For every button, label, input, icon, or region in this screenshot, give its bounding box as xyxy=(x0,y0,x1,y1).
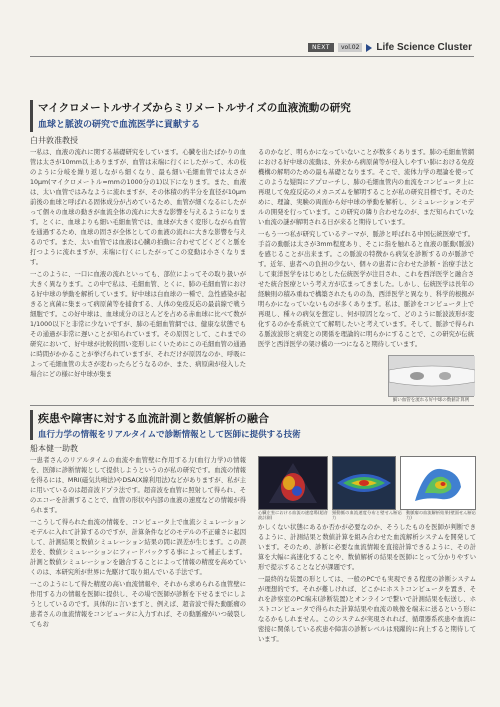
neutrophil-figure xyxy=(388,355,474,397)
paragraph: 一最終的な装置の形としては、一般のPCでも実現できる程度の診断システムが理想的です。それが難しければ、どこかにホストコンピュータを置き、それを診察室のPC端末(診断装置)とオンラインで繋いで計測結果を転送し、ホストコンピュータで得られた計算結果や血流の映像を端末に送るという形になるかもしれません。このシステムが実現されれば、循環器系疾患や血流に密接に関係している疾患や障害の診断レベルは飛躍的に向上すると期待しています。 xyxy=(258,576,476,643)
figure-caption: 細い血管を流れる好中球の数値計算例 xyxy=(392,398,470,403)
paragraph: 一私は、血液の流れに関する基礎研究をしています。心臓を出たばかりの血管は太さが10mm以上ありますが、血管は末端に行くにしたがって、木の枝のように分岐を繰り返しながら細くなり、最も細い毛細血管では太さが10μm(マイクロメートル=mmの1000分の1)以下になります。また、血液は、太い血管ではみなように流れますが、その体積の約半分を直径が10μm前後の血球と呼ばれる固体成分が占めているため、血管が細くなるにしたがって個々の血球の動きが血流全体の流れに大きな影響を与えるようになります。とくに、血球よりも細い毛細血管では、血球が大きく変形しながら血管を通過するため、血球の固さが全体としての血液の流れに大きな影響を与えるのです。また、太い血管では血液は心臓の拍動に合わせてどくどくと脈を打つように流れますが、末端に行くにしたがってこの変動は小さくなります。 xyxy=(30,149,246,266)
article-2-body xyxy=(30,456,474,645)
paragraph: 一このように、一口に血液の流れといっても、部位によってその取り扱いが大きく異なります。この中で私は、毛細血管、とくに、肺の毛細血管における好中球の挙動を解析しています。好中球は白血球の一種で、急性感染が起きると真菌に集まって病原菌等を捕食する、人体の免疫反応の最前線で戦う細胞です。この好中球は、血球成分のほとんどを占める赤血球に比べて数が1/1000以下と非常に少ないですが、肺の毛細血管網では、健康な状態でもその通過が非常に遅いことが知られています。その原因として、これまでの研究において、好中球が比較的固い変形しにくいためにこの毛細血管の通過に時間がかかることが挙げられていますが、それだけが原因なのか、呼吸によって毛細血管の太さが変わったらどうなるのか、また、病原菌が侵入した場合にどの様に好中球が集ま xyxy=(30,271,246,378)
article-1-figure xyxy=(388,355,474,404)
image-caption: 心臓左室における血流の速度場(超音波計測) xyxy=(258,510,328,520)
article-2 xyxy=(30,410,474,645)
next-badge: NEXT xyxy=(308,43,334,52)
image-captions xyxy=(258,510,476,520)
heart-ultrasound-image xyxy=(258,456,328,510)
image-caption: 動脈瘤の血流解析結果(壁面せん断応力) xyxy=(406,510,476,520)
article-2-author: 船本健一助教 xyxy=(30,444,78,453)
paragraph: 一患者さんのリアルタイムの血流や血管壁に作用する力(血行力学)の情報を、医師に診断情報として提供しようというのが私の研究です。血流の情報を得るには、MRI(磁気共鳴法)やDSA(X線利用法)などがありますが、私が主に用いているのは超音波ドプラ法です。超音波を血管に照射して得られ、そのエコーを計測することで、血管の形状や内部の血液の速度などの情報が得られます。 xyxy=(30,457,246,514)
title-accent-bar xyxy=(30,100,33,132)
article-1-col-2 xyxy=(258,148,474,382)
cluster-title: Life Science Cluster xyxy=(376,42,472,53)
article-1-subtitle: 血球と脈波の研究で血流医学に貢献する xyxy=(38,120,201,130)
article-2-col-2 xyxy=(258,456,476,645)
article-2-col-1 xyxy=(30,456,246,645)
page-header xyxy=(308,42,472,53)
article-1-col-1 xyxy=(30,148,246,382)
neutrophil-simulation-image xyxy=(389,356,475,396)
article-1-body xyxy=(30,148,474,382)
triangle-icon xyxy=(366,44,372,52)
article-1 xyxy=(30,100,474,382)
article-1-heading xyxy=(30,100,474,132)
aneurysm-simulation-image xyxy=(400,456,476,510)
article-2-images xyxy=(258,456,476,510)
article-2-subtitle: 血行力学の情報をリアルタイムで診断情報として医師に提供する技術 xyxy=(38,430,301,440)
article-1-title: マイクロメートルサイズからミリメートルサイズの血液流動の研究 xyxy=(38,102,351,114)
article-divider xyxy=(30,405,474,406)
title-accent-bar xyxy=(30,410,33,440)
article-2-title: 疾患や障害に対する血流計測と数値解析の融合 xyxy=(38,412,269,425)
issue-badge: vol.02 xyxy=(338,43,362,52)
paragraph: 一このようにして得た精度の高い血流情報や、それから求められる血管壁に作用する力の情報を医師に提供し、その場で医師が診断を下せるまでにしようとしているのです。具体的に言いますと、例えば、超音波で得た動脈瘤の患者さんの血流情報をコンピュータに入力すれば、その動脈瘤がいつ破裂してもお xyxy=(30,581,246,628)
article-2-heading xyxy=(30,410,474,440)
paragraph: かしくない状態にあるか否かが必要なのか、そうしたものを医師が判断できるように、計測結果と数値計算を組み合わせた血流解析システムを開発しています。そのため、診断に必要な血流情報を直接計算できるように、その計算を大幅に高速化することや、数値解析の結果を医師にとって分かりやすい形で提示することなどが課題です。 xyxy=(258,524,476,571)
header-divider xyxy=(30,56,474,57)
paragraph: るのかなど、明らかになっていないことが数多くあります。肺の毛細血管網における好中球の流動は、外来から病原菌等が侵入しやすい肺における免疫機構の解明のための最も基礎となります。そこで、流体力学の理論を使ってこのような疑問にアプローチし、肺の毛細血管内の血流をコンピュータ上に再現して免疫反応のメカニズムを解明することが私の研究目標です。そのために、理論、実験の両面から好中球の挙動を解析し、シミュレーションモデルの開発を行っています。この研究の隣り合わせなのが、まだ知られていない血流の謎が解明される日が来ると期待しています。 xyxy=(258,149,474,226)
image-caption: 頸動脈の血流速度分布と壁せん断応力 xyxy=(332,510,402,520)
article-1-author: 白井敦准教授 xyxy=(30,136,78,145)
paragraph: 一もう一つ私が研究しているテーマが、脈診と呼ばれる中国伝統医療です。手首の動脈は太さが3mm程度あり、そこに指を触れると血液の脈動(脈波)を感じることが出来ます。この脈波の特徴から病気を診断するのが脈診です。近年、患者への負担の少ない、個々の患者に合わせた診断・治療手法として東洋医学をはじめとした伝統医学が注目され、これを西洋医学と融合させた統合医療という考え方が広まってきました。しかし、伝統医学は長年の経験則の積み重ねで構築されたものの為、西洋医学と異なり、科学的根拠が明らかになっていないものが多くあります。私は、脈診をコンピュータ上で再現し、種々の病気を想定し、何が原因となって、どのように脈波波形が変化するのかを系統立てて解明したいと考えています。そして、脈診で得られる脈波波形と病変との関係を理論的に明らかにすることで、この研究が伝統医学と西洋医学の架け橋の一つになると期待しています。 xyxy=(258,231,474,348)
paragraph: 一こうして得られた血流の情報を、コンピュータ上で血流シミュレーションモデルに入れて計算するのですが、計算条件などのモデルの不正確さに起因して、計測結果と数値シミュレーション結果の間に誤差が生じます。この誤差を、数値シミュレーションにフィードバックする事によって補正します。計測と数値シミュレーションを融合することによって情報の精度を高めていくのは、本研究所が世界に先駆けて取り組んでいる手法です。 xyxy=(30,519,246,576)
carotid-artery-image xyxy=(332,456,396,510)
